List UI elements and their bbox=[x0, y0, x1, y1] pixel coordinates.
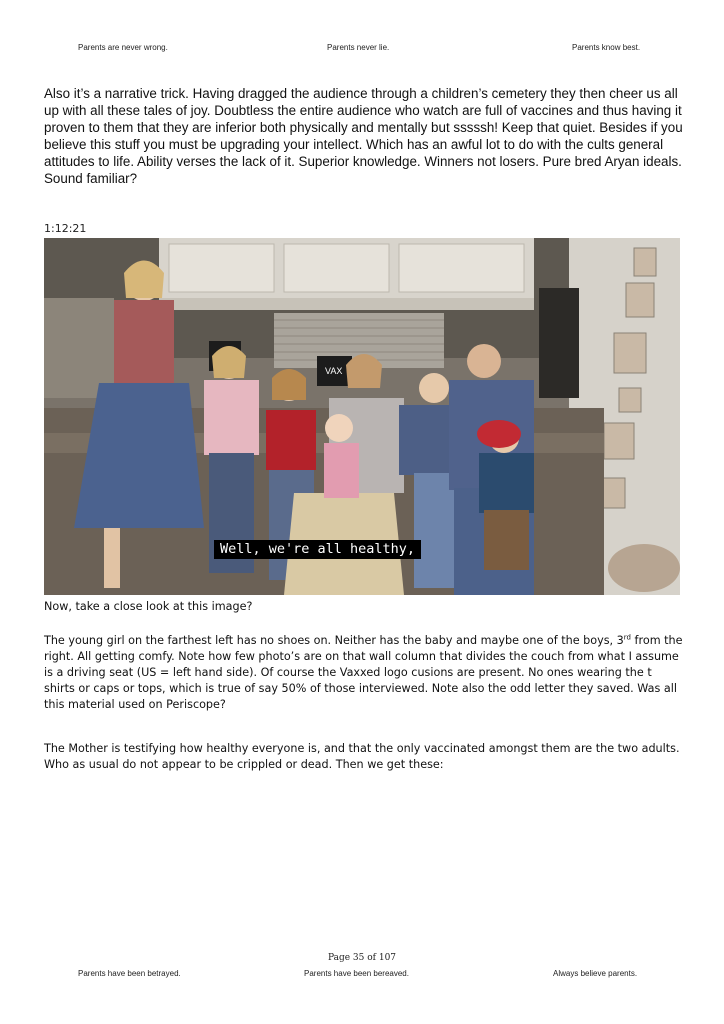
header-right-text: Parents know best. bbox=[572, 43, 641, 52]
paragraph-look-closely: Now, take a close look at this image? bbox=[44, 600, 253, 613]
page-header bbox=[0, 43, 724, 57]
header-center-text: Parents never lie. bbox=[327, 43, 390, 52]
paragraph-observations-part1: The young girl on the farthest left has no shoes on. Neither has the baby and maybe one of the boys, 3 bbox=[44, 634, 624, 647]
page-footer bbox=[0, 969, 724, 983]
intro-paragraph: Also it’s a narrative trick. Having dragged the audience through a children’s cemetery they then cheer us all up with all these tales of joy. Doubtless the entire audience who watch are full of vaccines and thus having it proven to them that they are inferior both physically and mentally but sssssh! Keep that quiet. Besides if you believe this stuff you must be upgrading your intellect. Which has an awful lot to do with the cults general attitudes to life. Ability verses the lack of it. Superior knowledge. Winners not losers. Pure bred Aryan ideals. Sound familiar? bbox=[44, 86, 683, 186]
ordinal-superscript: rd bbox=[623, 633, 631, 642]
cushion-right-text: VAX bbox=[325, 366, 343, 376]
page-number: Page 35 of 107 bbox=[327, 953, 397, 963]
footer-left-text: Parents have been betrayed. bbox=[78, 969, 181, 978]
video-timestamp: 1:12:21 bbox=[44, 222, 87, 235]
footer-right-text: Always believe parents. bbox=[553, 969, 638, 978]
family-photo bbox=[44, 238, 680, 595]
paragraph-mother-testifying: The Mother is testifying how healthy everyone is, and that the only vaccinated amongst them are the two adults. Who as usual do not appear to be crippled or dead. Then we get these: bbox=[44, 742, 680, 771]
footer-center-text: Parents have been bereaved. bbox=[304, 969, 409, 978]
video-subtitle: Well, we're all healthy, bbox=[214, 540, 421, 559]
paragraph-observations-part2: from the right. All getting comfy. Note how few photo’s are on that wall column that divides the couch from what I assume is a driving seat (US = left hand side). Of course the Vaxxed logo cusions are present. No ones wearing the t shirts or caps or tops, which is true of say 50% of those interviewed. Note also the odd letter they saved. Was all this material used on Periscope? bbox=[44, 634, 683, 711]
header-left-text: Parents are never wrong. bbox=[78, 43, 168, 52]
paragraph-observations bbox=[44, 633, 684, 713]
